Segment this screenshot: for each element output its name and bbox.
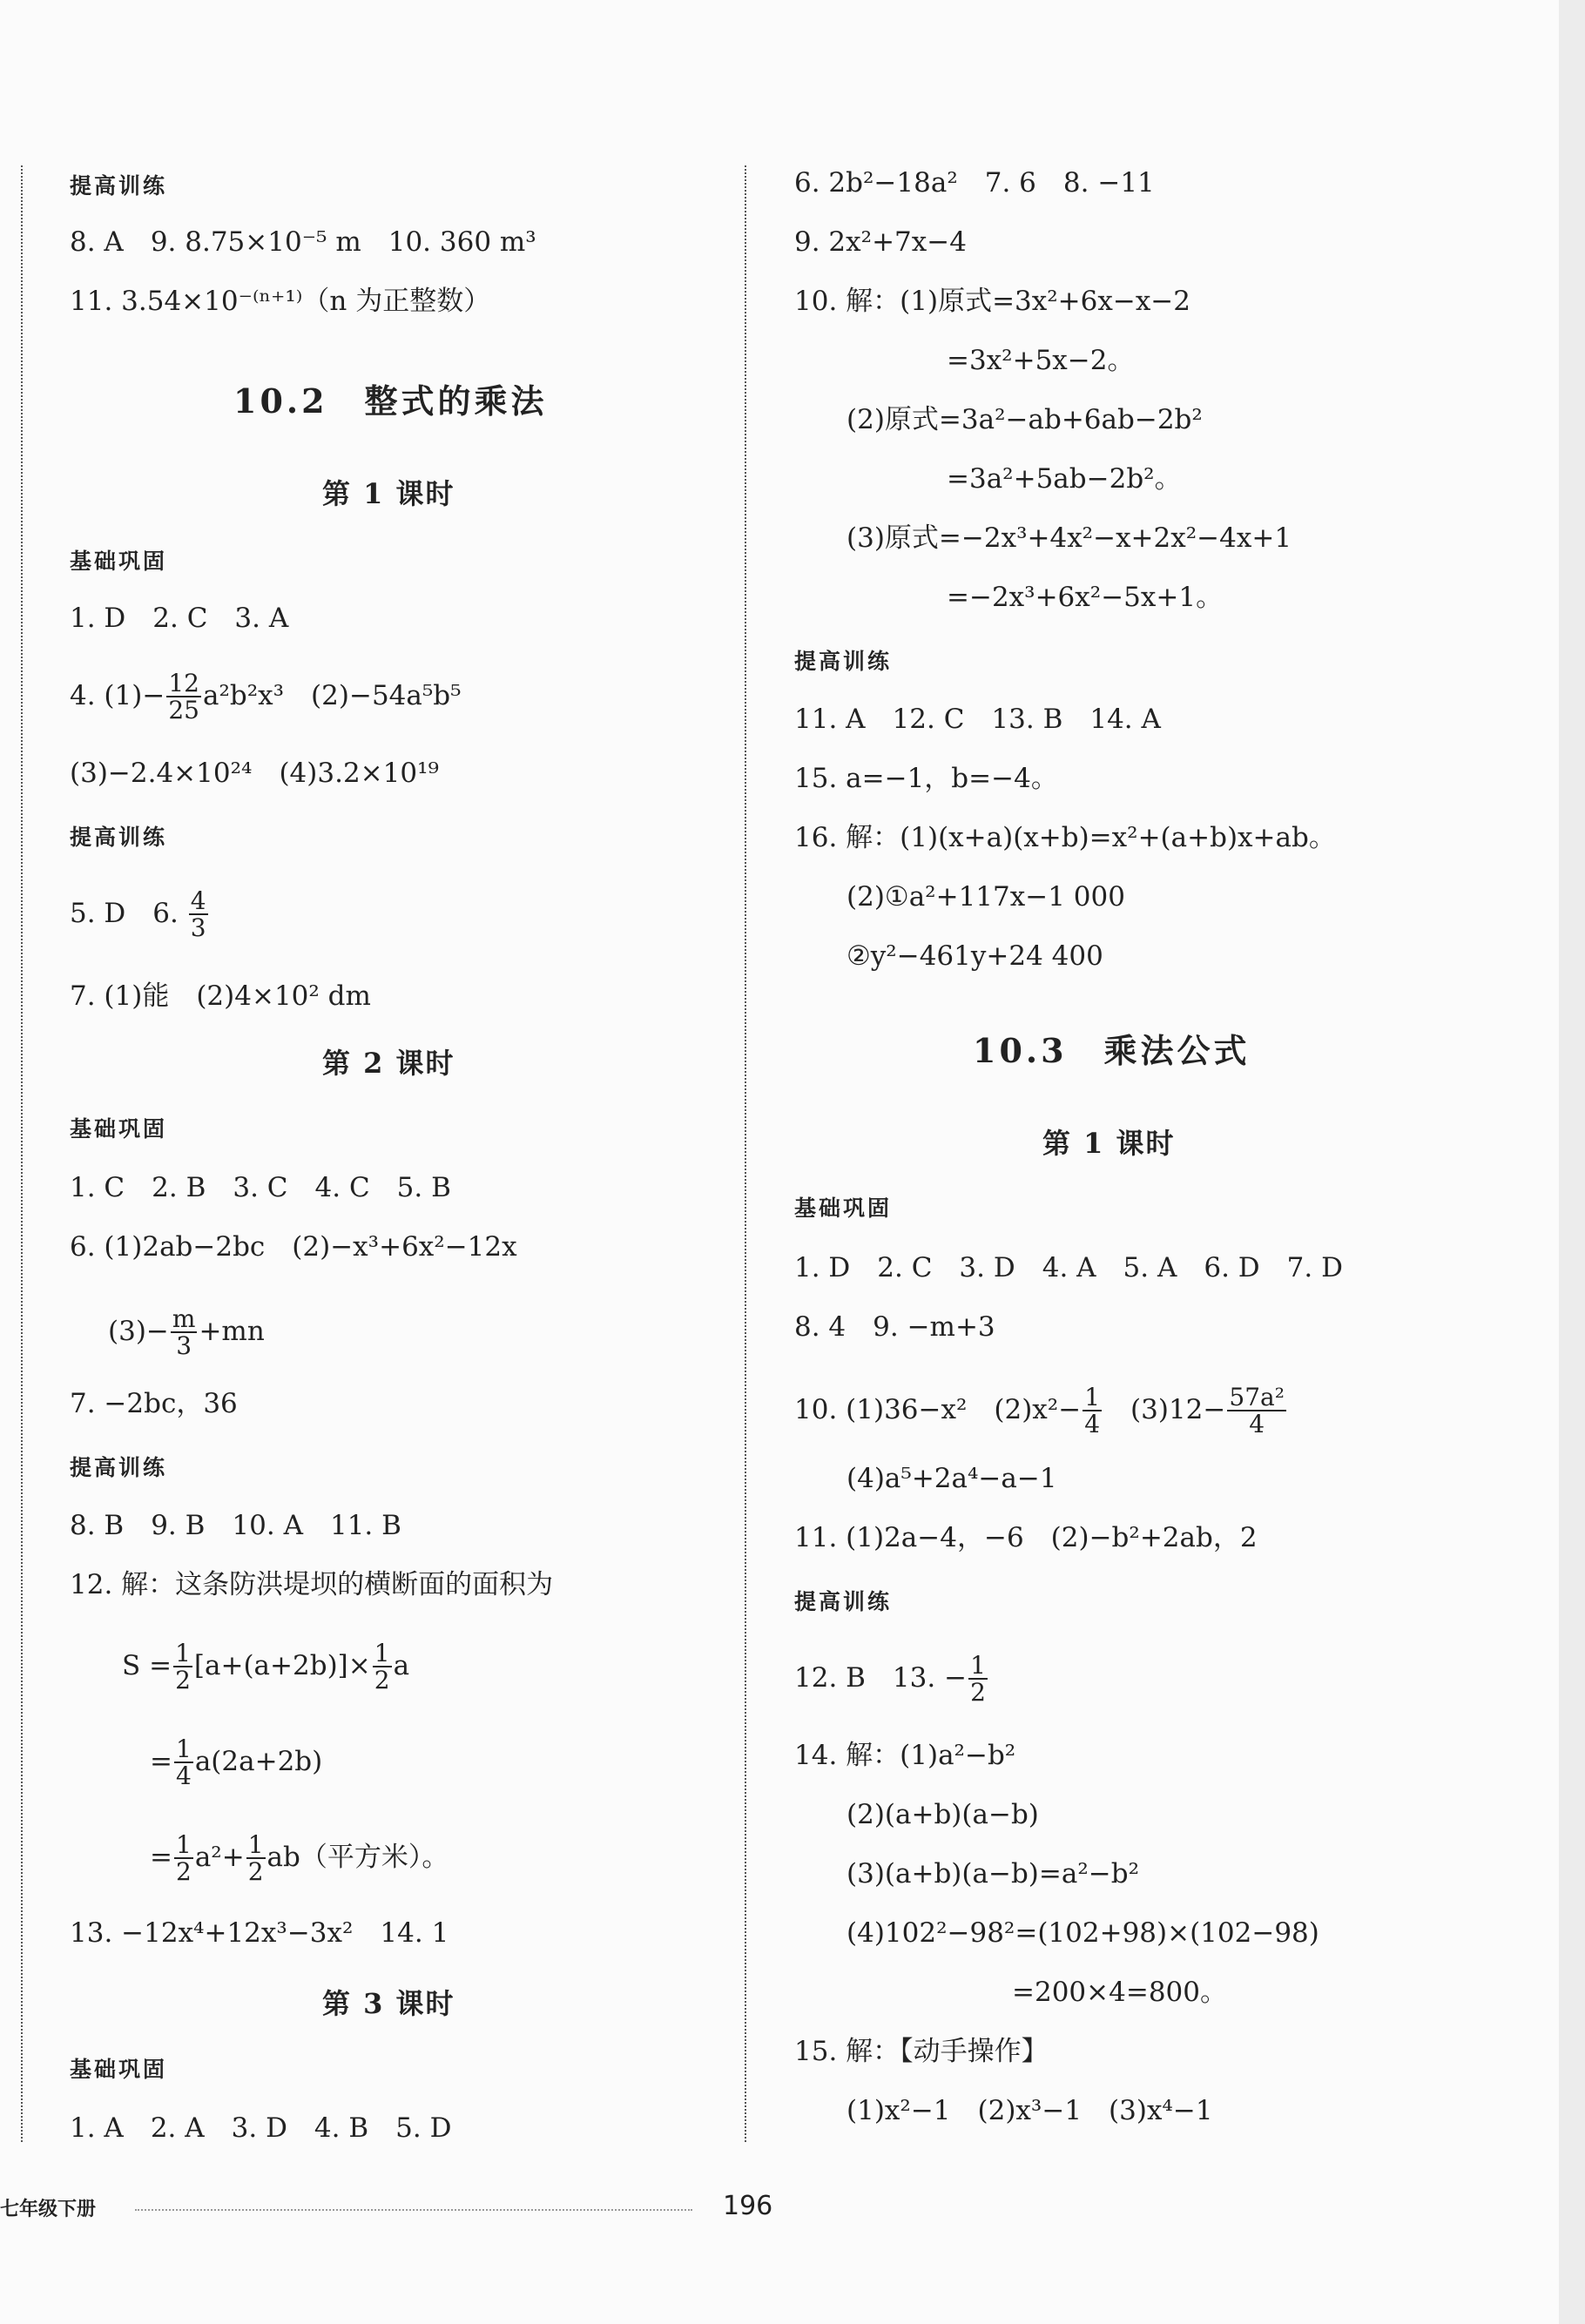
left-binding-line: [21, 165, 23, 2142]
fraction-denominator: 3: [190, 913, 206, 943]
answer-text: (3)12−: [1103, 1393, 1226, 1425]
page-edge-shadow: [1559, 0, 1585, 2324]
answer-text: a: [393, 1649, 410, 1681]
answer-line: 1. A 2. A 3. D 4. B 5. D: [70, 2112, 452, 2144]
answer-line: (3)原式=−2x³+4x²−x+2x²−4x+1: [846, 522, 1292, 554]
answer-line: 12. 解：这条防洪堤坝的横断面的面积为: [70, 1569, 554, 1600]
fraction-denominator: 2: [175, 1857, 192, 1887]
answer-line: 6. (1)2ab−2bc (2)−x³+6x²−12x: [70, 1231, 517, 1263]
answer-text: a²b²x³ (2)−54a⁵b⁵: [202, 679, 462, 711]
center-binding-line: [745, 165, 746, 2142]
fraction-numerator: 1: [175, 1830, 192, 1859]
answer-line: =3x²+5x−2。: [947, 345, 1135, 376]
fraction: [373, 1640, 392, 1694]
lesson-title: 第 3 课时: [322, 1987, 455, 2020]
fraction-numerator: m: [172, 1304, 196, 1333]
answer-text: 10. (1)36−x² (2)x²−: [794, 1393, 1082, 1425]
answer-line: [70, 888, 210, 941]
fraction-denominator: 3: [176, 1331, 192, 1361]
fraction: [171, 1306, 198, 1359]
answer-line: 15. a=−1，b=−4。: [794, 763, 1058, 794]
answer-line: 8. B 9. B 10. A 11. B: [70, 1510, 401, 1541]
answer-line: 9. 2x²+7x−4: [794, 226, 967, 258]
answer-text: 5. D 6.: [70, 897, 187, 929]
answer-line: (4)a⁵+2a⁴−a−1: [846, 1463, 1057, 1494]
footer-grade-label: 七年级下册: [0, 2199, 97, 2220]
answer-line: (1)x²−1 (2)x³−1 (3)x⁴−1: [846, 2095, 1213, 2126]
fraction-numerator: 4: [190, 886, 206, 915]
answer-line: =200×4=800。: [1012, 1977, 1227, 2008]
answer-line: 8. A 9. 8.75×10⁻⁵ m 10. 360 m³: [70, 226, 536, 258]
answer-text: =: [150, 1745, 172, 1777]
section-heading: 提高训练: [794, 1589, 893, 1614]
chapter-title: 10.3 乘法公式: [973, 1031, 1251, 1070]
answer-line: 11. 3.54×10⁻⁽ⁿ⁺¹⁾（n 为正整数）: [70, 286, 491, 317]
fraction-denominator: 2: [175, 1666, 191, 1695]
answer-text: a²+: [194, 1841, 245, 1873]
section-heading: 提高训练: [794, 649, 893, 674]
footer-dotted-rule: [135, 2209, 692, 2211]
section-heading: 基础巩固: [70, 2057, 168, 2082]
fraction: [174, 1832, 193, 1885]
answer-line: 8. 4 9. −m+3: [794, 1311, 995, 1343]
answer-line: 7. (1)能 (2)4×10² dm: [70, 980, 371, 1012]
fraction-denominator: 4: [1249, 1410, 1265, 1439]
formula-line: [150, 1832, 449, 1885]
fraction: [246, 1832, 266, 1885]
fraction-numerator: 1: [247, 1830, 264, 1859]
fraction-numerator: 1: [970, 1651, 986, 1680]
section-heading: 基础巩固: [70, 1116, 168, 1142]
section-heading: 基础巩固: [794, 1196, 893, 1221]
answer-line: [108, 1306, 265, 1359]
answer-line: 14. 解：(1)a²−b²: [794, 1740, 1016, 1771]
answer-line: 6. 2b²−18a² 7. 6 8. −11: [794, 167, 1155, 199]
answer-text: =: [150, 1841, 172, 1873]
answer-line: (3)−2.4×10²⁴ (4)3.2×10¹⁹: [70, 758, 439, 789]
answer-line: 1. C 2. B 3. C 4. C 5. B: [70, 1172, 451, 1203]
formula-line: [150, 1736, 322, 1789]
answer-text: ab（平方米）。: [266, 1841, 449, 1873]
lesson-title: 第 1 课时: [1042, 1127, 1176, 1160]
answer-line: 11. A 12. C 13. B 14. A: [794, 704, 1161, 735]
fraction-denominator: 2: [247, 1857, 264, 1887]
fraction: [1227, 1384, 1286, 1438]
answer-line: (2)①a²+117x−1 000: [846, 881, 1125, 913]
answer-line: (3)(a+b)(a−b)=a²−b²: [846, 1858, 1140, 1890]
fraction-denominator: 2: [374, 1666, 390, 1695]
section-heading: 基础巩固: [70, 549, 168, 574]
answer-line: [794, 1653, 989, 1706]
answer-line: 1. D 2. C 3. A: [70, 603, 289, 634]
answer-text: a(2a+2b): [194, 1745, 323, 1777]
answer-line: (2)原式=3a²−ab+6ab−2b²: [846, 404, 1203, 435]
fraction-denominator: 4: [175, 1762, 192, 1791]
fraction: [189, 888, 208, 941]
answer-text: 4. (1)−: [70, 679, 165, 711]
fraction-numerator: 12: [168, 669, 199, 697]
fraction-numerator: 1: [374, 1639, 390, 1667]
fraction: [173, 1640, 192, 1694]
fraction-numerator: 1: [175, 1735, 192, 1763]
answer-line: 11. (1)2a−4，−6 (2)−b²+2ab，2: [794, 1522, 1258, 1553]
answer-text: 12. B 13. −: [794, 1661, 968, 1694]
fraction-denominator: 4: [1084, 1410, 1101, 1439]
answer-text: +mn: [199, 1315, 265, 1347]
answer-line: 10. 解：(1)原式=3x²+6x−x−2: [794, 286, 1191, 317]
lesson-title: 第 2 课时: [322, 1047, 455, 1080]
answer-text: [a+(a+2b)]×: [193, 1649, 371, 1681]
fraction: [174, 1736, 193, 1789]
answer-line: (2)(a+b)(a−b): [846, 1799, 1039, 1830]
answer-line: 1. D 2. C 3. D 4. A 5. A 6. D 7. D: [794, 1252, 1343, 1283]
section-heading: 提高训练: [70, 173, 168, 199]
fraction: [166, 670, 201, 724]
answer-line: =3a²+5ab−2b²。: [947, 463, 1182, 495]
section-heading: 提高训练: [70, 1455, 168, 1480]
fraction-denominator: 25: [168, 696, 199, 725]
fraction-denominator: 2: [970, 1678, 986, 1708]
answer-line: [70, 670, 462, 724]
fraction: [1083, 1384, 1102, 1438]
page-number: 196: [723, 2191, 773, 2221]
section-heading: 提高训练: [70, 825, 168, 850]
answer-line: 16. 解：(1)(x+a)(x+b)=x²+(a+b)x+ab。: [794, 822, 1336, 853]
fraction-numerator: 57a²: [1229, 1383, 1285, 1411]
answer-text: S =: [122, 1649, 172, 1681]
answer-line: 7. −2bc，36: [70, 1388, 238, 1419]
formula-line: [122, 1640, 409, 1694]
answer-line: ②y²−461y+24 400: [846, 940, 1103, 972]
answer-line: [794, 1384, 1288, 1438]
fraction: [968, 1653, 988, 1706]
chapter-title: 10.2 整式的乘法: [233, 381, 548, 421]
answer-text: (3)−: [108, 1315, 169, 1347]
answer-line: =−2x³+6x²−5x+1。: [947, 582, 1224, 613]
answer-line: 15. 解：【动手操作】: [794, 2036, 1049, 2067]
lesson-title: 第 1 课时: [322, 477, 455, 510]
answer-line: 13. −12x⁴+12x³−3x² 14. 1: [70, 1917, 449, 1949]
answer-line: (4)102²−98²=(102+98)×(102−98): [846, 1917, 1319, 1949]
fraction-numerator: 1: [1084, 1383, 1101, 1411]
fraction-numerator: 1: [175, 1639, 191, 1667]
